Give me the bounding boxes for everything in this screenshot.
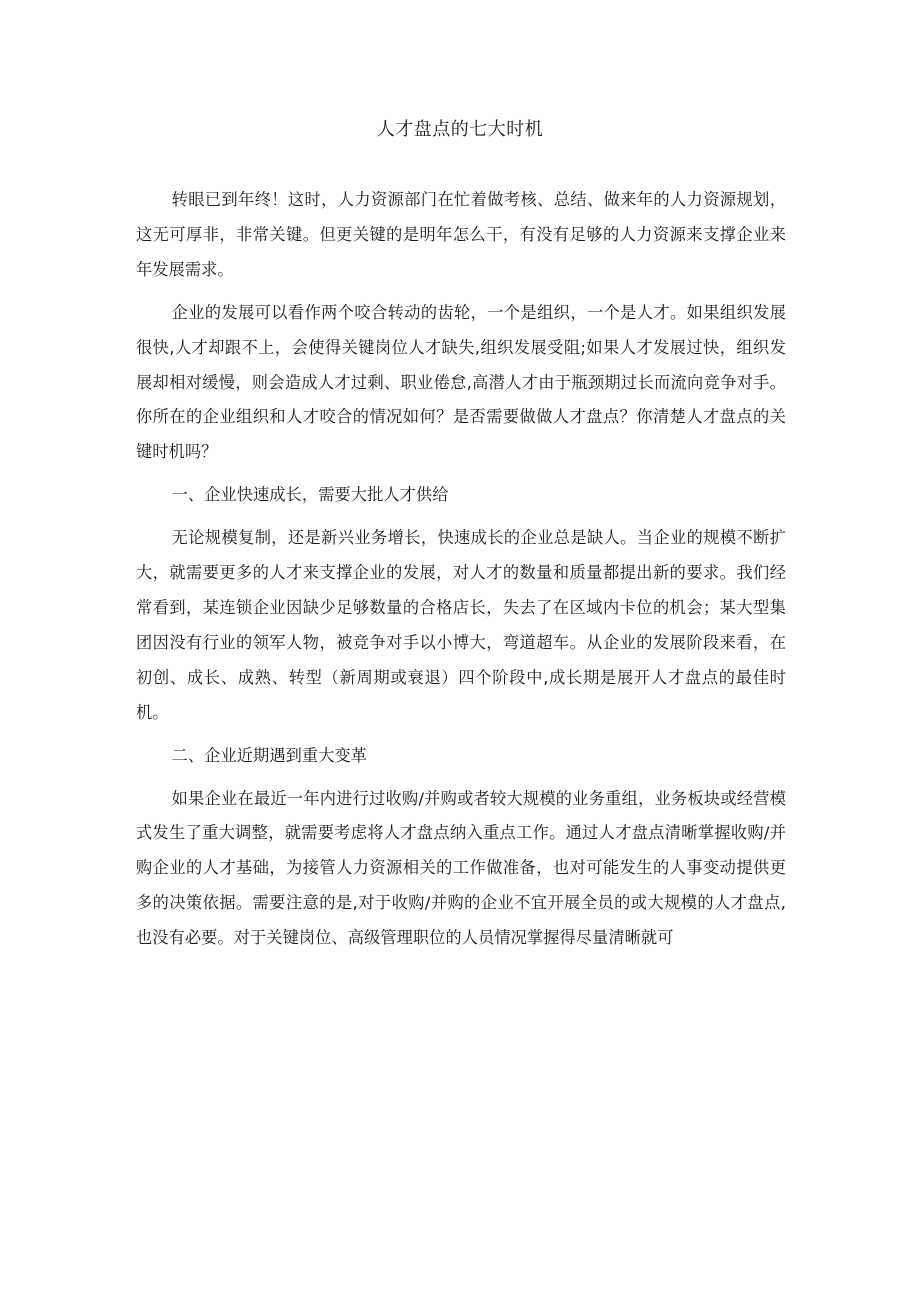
document-title: 人才盘点的七大时机 (376, 119, 544, 140)
paragraph-section-1: 无论规模复制，还是新兴业务增长，快速成长的企业总是缺人。当企业的规模不断扩大，就需要更多的人才来支撑企业的发展，对人才的数量和质量都提出新的要求。我们经常看到，某连锁企业因缺少足够数量的合格店长，失去了在区域内卡位的机会；某大型集团因没有行业的领军人物，被竞争对手以小博大，弯道超车。从企业的发展阶段来看，在初创、成长、成熟、转型（新周期或衰退）四个阶段中,成长期是展开人才盘点的最佳时机。 (136, 528, 786, 722)
section-heading-2: 二、企业近期遇到重大变革 (171, 745, 368, 765)
paragraph-section-2: 如果企业在最近一年内进行过收购/并购或者较大规模的业务重组，业务板块或经营模式发生了重大调整，就需要考虑将人才盘点纳入重点工作。通过人才盘点清晰掌握收购/并购企业的人才基础，为接管人力资源相关的工作做准备，也对可能发生的人事变动提供更多的决策依据。需要注意的是,对于收购/并购的企业不宜开展全员的或大规模的人才盘点,也没有必要。对于关键岗位、高级管理职位的人员情况掌握得尽量清晰就可 (136, 788, 786, 948)
section-heading-1: 一、企业快速成长，需要大批人才供给 (171, 485, 449, 505)
paragraph-intro: 转眼已到年终！这时，人力资源部门在忙着做考核、总结、做来年的人力资源规划，这无可厚非，非常关键。但更关键的是明年怎么干，有没有足够的人力资源来支撑企业来年发展需求。 (136, 190, 786, 279)
paragraph-gears: 企业的发展可以看作两个咬合转动的齿轮，一个是组织，一个是人才。如果组织发展很快,人才却跟不上，会使得关键岗位人才缺失,组织发展受阻;如果人才发展过快，组织发展却相对缓慢，则会造成人才过剩、职业倦怠,高潜人才由于瓶颈期过长而流向竞争对手。你所在的企业组织和人才咬合的情况如何？是否需要做做人才盘点？你清楚人才盘点的关键时机吗？ (136, 302, 786, 462)
document-body (136, 183, 786, 964)
